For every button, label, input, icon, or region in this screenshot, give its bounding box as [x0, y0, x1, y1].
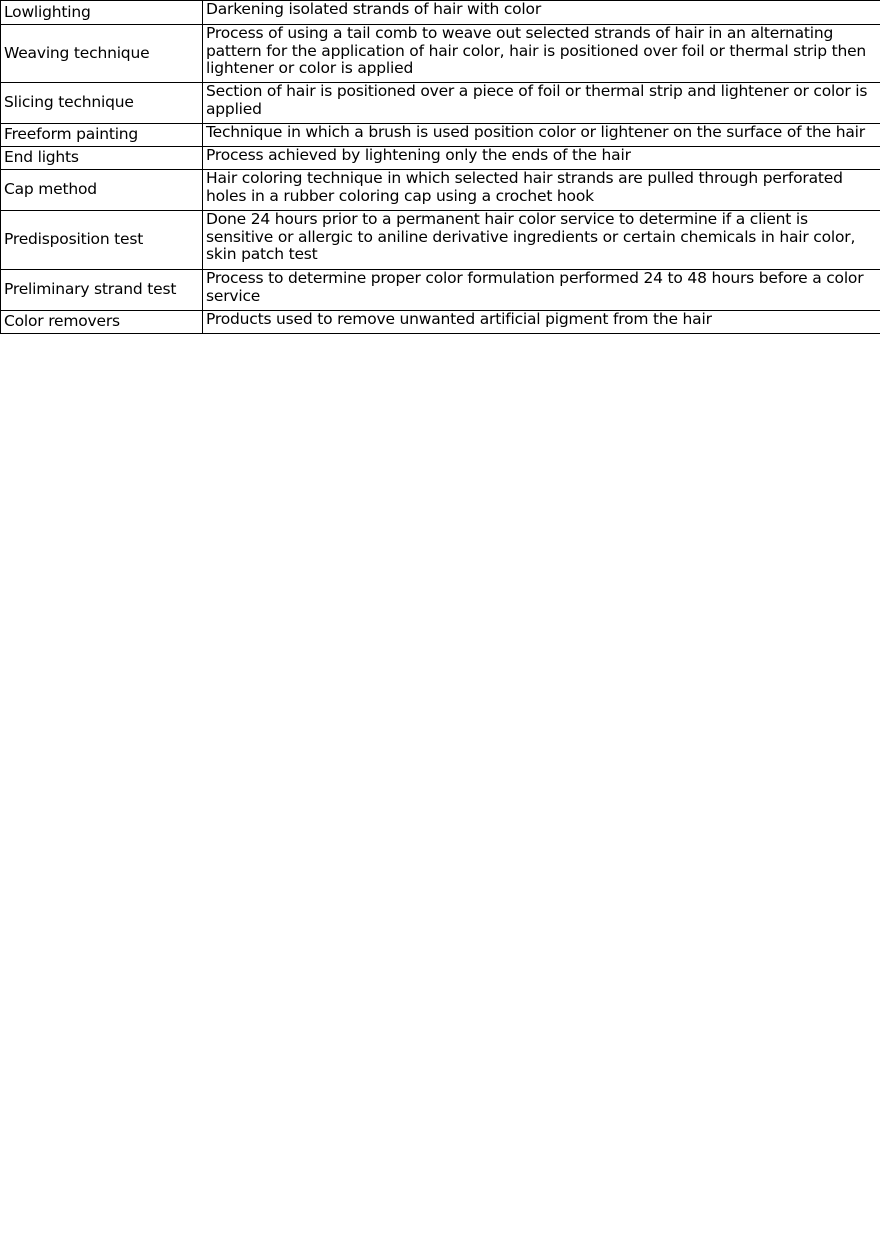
definition-cell: Technique in which a brush is used position color or lightener on the surface of the hair [203, 124, 880, 147]
glossary-body [1, 1, 880, 334]
term-cell: Cap method [1, 170, 203, 211]
table-row [1, 83, 880, 124]
definition-cell: Process of using a tail comb to weave out selected strands of hair in an alternating pattern for the application of hair color, hair is positioned over foil or thermal strip then lightener or color is applied [203, 25, 880, 83]
table-row [1, 1, 880, 25]
table-row [1, 311, 880, 334]
term-cell: End lights [1, 147, 203, 170]
term-cell: Weaving technique [1, 25, 203, 83]
definition-cell: Products used to remove unwanted artificial pigment from the hair [203, 311, 880, 334]
term-cell: Freeform painting [1, 124, 203, 147]
term-cell: Preliminary strand test [1, 270, 203, 311]
term-cell: Color removers [1, 311, 203, 334]
table-row [1, 170, 880, 211]
definition-cell: Hair coloring technique in which selected hair strands are pulled through perforated holes in a rubber coloring cap using a crochet hook [203, 170, 880, 211]
table-row [1, 25, 880, 83]
definition-cell: Process achieved by lightening only the ends of the hair [203, 147, 880, 170]
term-cell: Lowlighting [1, 1, 203, 25]
table-row [1, 211, 880, 270]
definition-cell: Done 24 hours prior to a permanent hair color service to determine if a client is sensitive or allergic to aniline derivative ingredients or certain chemicals in hair color, skin patch test [203, 211, 880, 270]
definition-cell: Section of hair is positioned over a piece of foil or thermal strip and lightener or color is applied [203, 83, 880, 124]
table-row [1, 124, 880, 147]
glossary-table [0, 0, 880, 334]
table-row [1, 147, 880, 170]
table-row [1, 270, 880, 311]
term-cell: Slicing technique [1, 83, 203, 124]
term-cell: Predisposition test [1, 211, 203, 270]
definition-cell: Darkening isolated strands of hair with color [203, 1, 880, 25]
definition-cell: Process to determine proper color formulation performed 24 to 48 hours before a color service [203, 270, 880, 311]
